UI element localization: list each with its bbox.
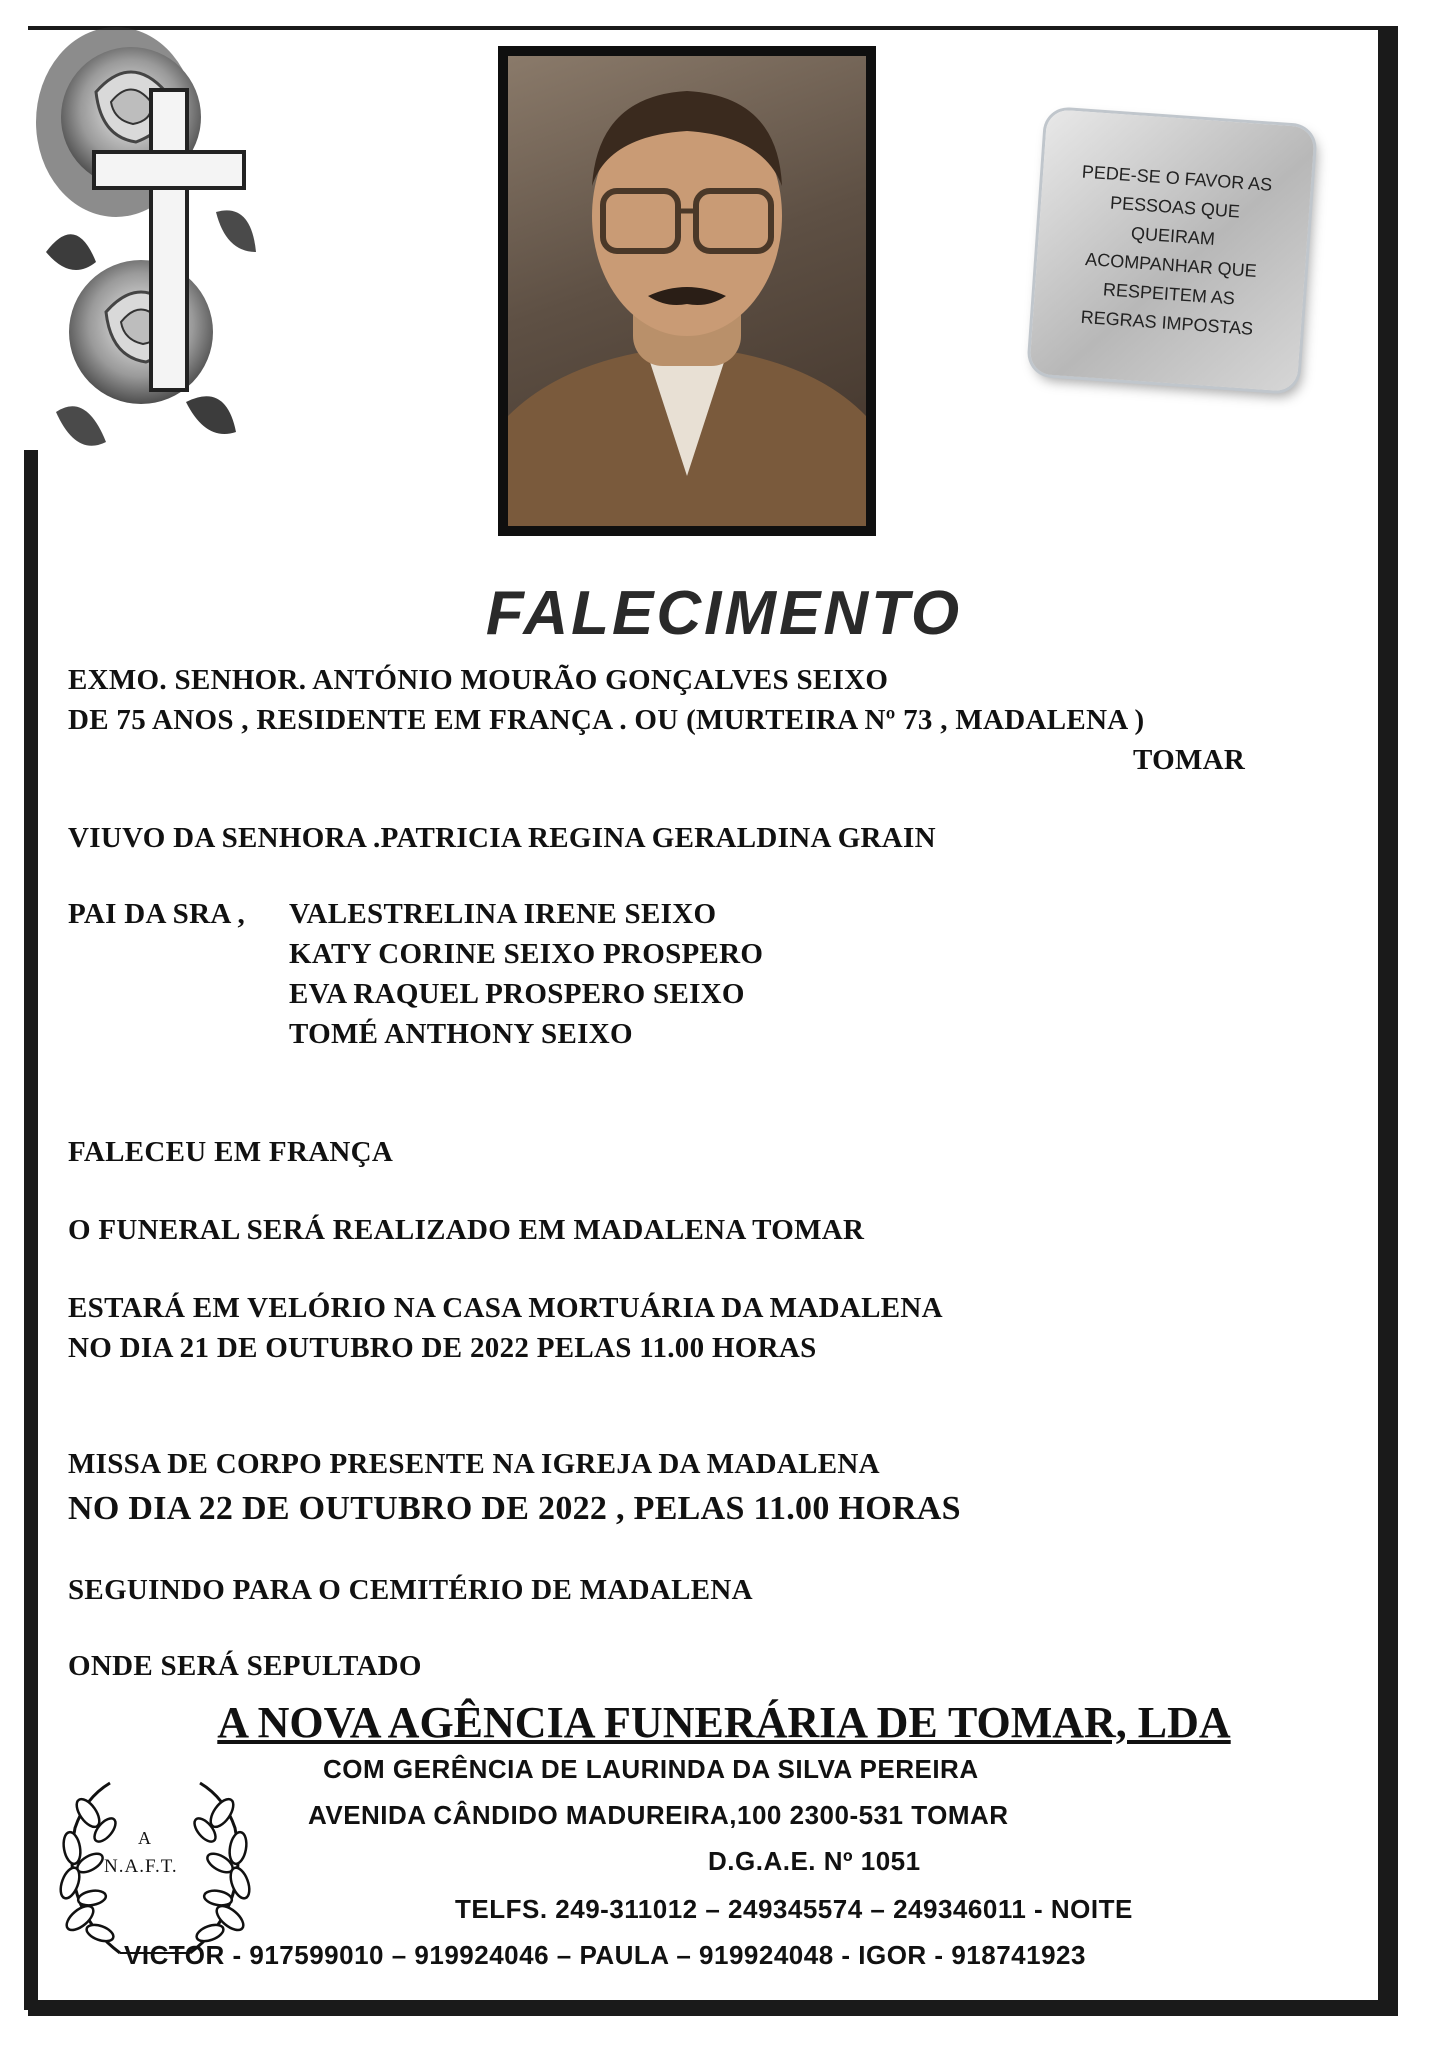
burial-line: ONDE SERÁ SEPULTADO xyxy=(68,1650,422,1682)
children-prefix: PAI DA SRA , xyxy=(68,898,246,930)
notice-line: PEDE-SE O FAVOR AS xyxy=(1081,161,1273,195)
cross-roses-illustration xyxy=(36,12,266,462)
logo-acronym: N.A.F.T. xyxy=(104,1856,178,1877)
frame-left-bar xyxy=(24,450,38,2010)
notice-line: RESPEITEM AS xyxy=(1102,278,1236,308)
child-name: VALESTRELINA IRENE SEIXO xyxy=(289,898,717,930)
notice-text xyxy=(1060,146,1284,354)
agency-address: AVENIDA CÂNDIDO MADUREIRA,100 2300-531 TOMAR xyxy=(308,1800,1009,1830)
funeral-place: O FUNERAL SERÁ REALIZADO EM MADALENA TOMAR xyxy=(68,1214,865,1246)
notice-line: QUEIRAM xyxy=(1130,222,1216,249)
widower-line: VIUVO DA SENHORA .PATRICIA REGINA GERALDINA GRAIN xyxy=(68,822,936,854)
portrait-photo xyxy=(508,56,866,526)
logo-letter: A xyxy=(138,1828,151,1848)
deceased-town: TOMAR xyxy=(1133,744,1246,776)
death-place: FALECEU EM FRANÇA xyxy=(68,1136,394,1168)
notice-line: ACOMPANHAR QUE xyxy=(1084,248,1258,281)
wake-location: ESTARÁ EM VELÓRIO NA CASA MORTUÁRIA DA MADALENA xyxy=(68,1292,943,1324)
agency-phones: TELFS. 249-311012 – 249345574 – 249346011 - NOITE xyxy=(455,1894,1133,1924)
deceased-age-residence: DE 75 ANOS , RESIDENTE EM FRANÇA . OU (MURTEIRA Nº 73 , MADALENA ) xyxy=(68,704,1145,736)
cemetery-line: SEGUINDO PARA O CEMITÉRIO DE MADALENA xyxy=(68,1574,753,1606)
notice-sign xyxy=(1029,109,1315,392)
deceased-name: EXMO. SENHOR. ANTÓNIO MOURÃO GONÇALVES SEIXO xyxy=(68,664,889,696)
child-name: TOMÉ ANTHONY SEIXO xyxy=(289,1018,633,1050)
child-name: KATY CORINE SEIXO PROSPERO xyxy=(289,938,764,970)
wake-date: NO DIA 21 DE OUTUBRO DE 2022 PELAS 11.00 HORAS xyxy=(68,1332,817,1364)
child-name: EVA RAQUEL PROSPERO SEIXO xyxy=(289,978,745,1010)
mass-location: MISSA DE CORPO PRESENTE NA IGREJA DA MADALENA xyxy=(68,1448,880,1480)
agency-night-phones: VICTOR - 917599010 – 919924046 – PAULA – 919924048 - IGOR - 918741923 xyxy=(124,1940,1086,1970)
agency-dgae: D.G.A.E. Nº 1051 xyxy=(708,1846,921,1876)
notice-line: PESSOAS QUE xyxy=(1109,192,1241,222)
portrait-frame xyxy=(498,46,876,536)
agency-management: COM GERÊNCIA DE LAURINDA DA SILVA PEREIRA xyxy=(323,1754,979,1784)
notice-line: REGRAS IMPOSTAS xyxy=(1080,306,1254,339)
mass-date: NO DIA 22 DE OUTUBRO DE 2022 , PELAS 11.00 HORAS xyxy=(68,1490,961,1527)
page-title: FALECIMENTO xyxy=(485,579,963,648)
agency-name: A NOVA AGÊNCIA FUNERÁRIA DE TOMAR, LDA xyxy=(217,1698,1231,1747)
